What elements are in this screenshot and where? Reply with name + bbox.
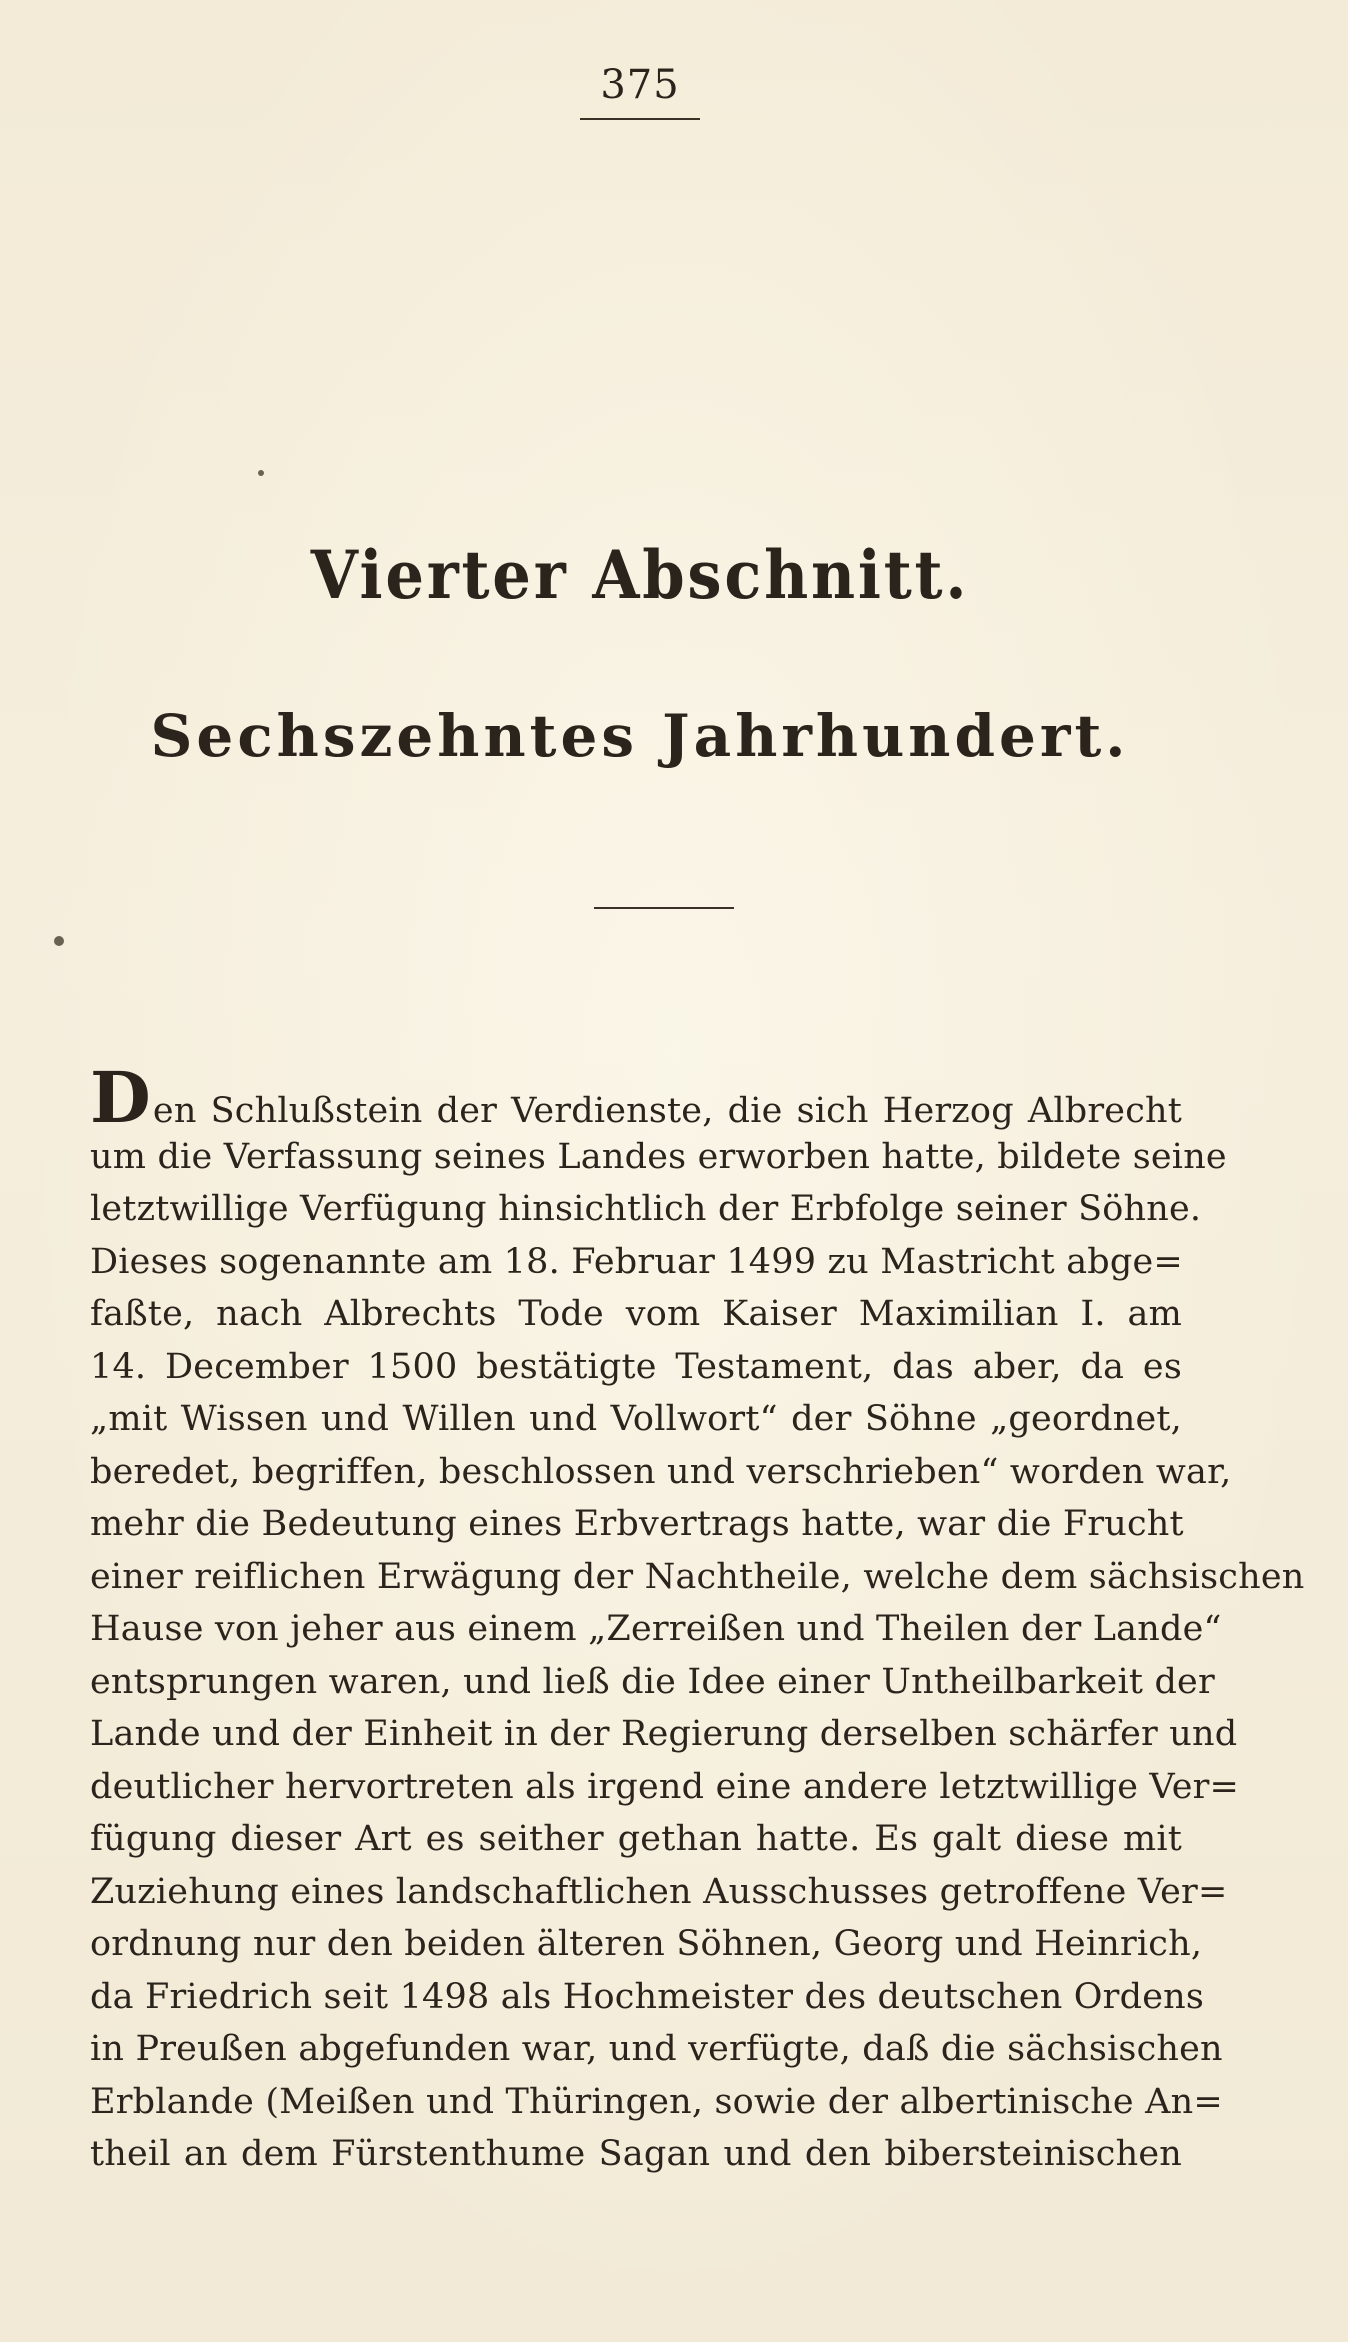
- text-line: Lande und der Einheit in der Regierung derselben schärfer und: [90, 1714, 1238, 1754]
- drop-cap: D: [90, 1056, 151, 1139]
- ink-spot: [258, 470, 264, 476]
- chapter-title: Vierter Abschnitt.: [310, 536, 970, 614]
- text-line: um die Verfassung seines Landes erworben hatte, bildete seine: [90, 1136, 1227, 1177]
- text-line: Hause von jeher aus einem „Zerreißen und Theilen der Lande“: [90, 1609, 1222, 1649]
- page-number: 375: [600, 62, 680, 108]
- text-line: theil an dem Fürstenthume Sagan und den bibersteinischen: [90, 2134, 1182, 2174]
- ink-spot: [54, 936, 64, 946]
- text-line: Zuziehung eines landschaftlichen Ausschusses getroffene Ver=: [90, 1871, 1228, 1912]
- title-divider: [594, 907, 734, 909]
- text-line: letztwillige Verfügung hinsichtlich der Erbfolge seiner Söhne.: [90, 1189, 1202, 1229]
- text-line: deutlicher hervortreten als irgend eine andere letztwillige Ver=: [90, 1766, 1240, 1807]
- text-line: Den Schlußstein der Verdienste, die sich Herzog Albrecht: [90, 1056, 1182, 1139]
- section-title: Sechszehntes Jahrhundert.: [150, 702, 1130, 770]
- text-line: ordnung nur den beiden älteren Söhnen, Georg und Heinrich,: [90, 1924, 1203, 1964]
- text-line: beredet, begriffen, beschlossen und verschrieben“ worden war,: [90, 1451, 1232, 1492]
- text-line: in Preußen abgefunden war, und verfügte, daß die sächsischen: [90, 2029, 1223, 2069]
- body-paragraph: [90, 1056, 1305, 2181]
- header-rule: [580, 118, 700, 120]
- text-line: Erblande (Meißen und Thüringen, sowie der albertinische An=: [90, 2081, 1223, 2122]
- text-line: „mit Wissen und Willen und Vollwort“ der Söhne „geordnet,: [90, 1399, 1182, 1439]
- text-line: faßte, nach Albrechts Tode vom Kaiser Maximilian I. am: [90, 1294, 1182, 1334]
- text-line: einer reiflichen Erwägung der Nachtheile, welche dem sächsischen: [90, 1556, 1305, 1597]
- text-line: Dieses sogenannte am 18. Februar 1499 zu Mastricht abge=: [90, 1241, 1183, 1282]
- text-line: da Friedrich seit 1498 als Hochmeister des deutschen Ordens: [90, 1976, 1205, 2017]
- text-line: entsprungen waren, und ließ die Idee einer Untheilbarkeit der: [90, 1661, 1215, 1702]
- text-line: 14. December 1500 bestätigte Testament, das aber, da es: [90, 1346, 1182, 1387]
- text-line: fügung dieser Art es seither gethan hatte. Es galt diese mit: [90, 1819, 1182, 1859]
- text-line: mehr die Bedeutung eines Erbvertrags hatte, war die Frucht: [90, 1504, 1184, 1544]
